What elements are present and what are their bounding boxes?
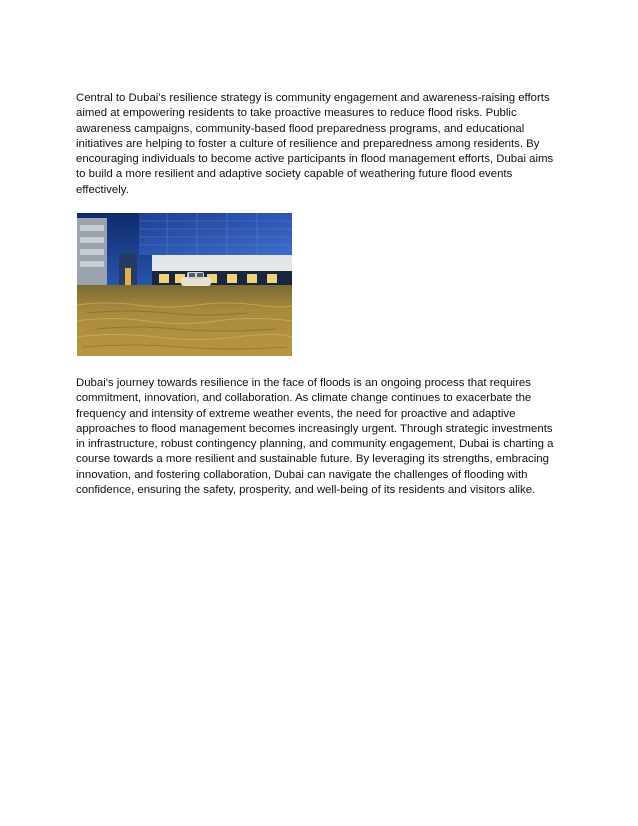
- text-line: Central to Dubai's resilience strategy is community engagement and awareness-raising efforts: [76, 92, 550, 104]
- text-line: aimed at empowering residents to take proactive measures to reduce flood risks. Public: [76, 107, 517, 120]
- text-line: approaches to flood management becomes increasingly urgent. Through strategic investments: [76, 422, 553, 435]
- flooded-street-photo: [77, 213, 292, 356]
- text-line: awareness campaigns, community-based flood preparedness programs, and educational: [76, 122, 525, 135]
- text-line: frequency and intensity of extreme weather events, the need for proactive and adaptive: [76, 407, 516, 420]
- text-line: initiatives are helping to foster a culture of resilience and preparedness among residents. By: [76, 137, 540, 150]
- paragraph-journey-towards-resilience: [76, 376, 562, 498]
- flooded-street-illustration: [77, 213, 292, 356]
- text-line: course towards a more resilient and sustainable future. By leveraging its strengths, embracing: [76, 453, 549, 466]
- text-line: commitment, innovation, and collaboration. As climate change continues to exacerbate the: [76, 392, 532, 405]
- text-line: confidence, ensuring the safety, prosperity, and well-being of its residents and visitors alike.: [76, 484, 536, 497]
- text-line: Dubai's journey towards resilience in the face of floods is an ongoing process that requires: [76, 377, 531, 389]
- text-line: encouraging individuals to become active participants in flood management efforts, Dubai aims: [76, 153, 554, 166]
- text-line: innovation, and fostering collaboration, Dubai can navigate the challenges of flooding with: [76, 468, 528, 481]
- paragraph-community-engagement: [76, 91, 562, 198]
- text-line: to build a more resilient and adaptive society capable of weathering future flood events: [76, 168, 513, 181]
- text-line: in infrastructure, robust contingency planning, and community engagement, Dubai is charting a: [76, 438, 554, 451]
- text-line: effectively.: [76, 183, 129, 196]
